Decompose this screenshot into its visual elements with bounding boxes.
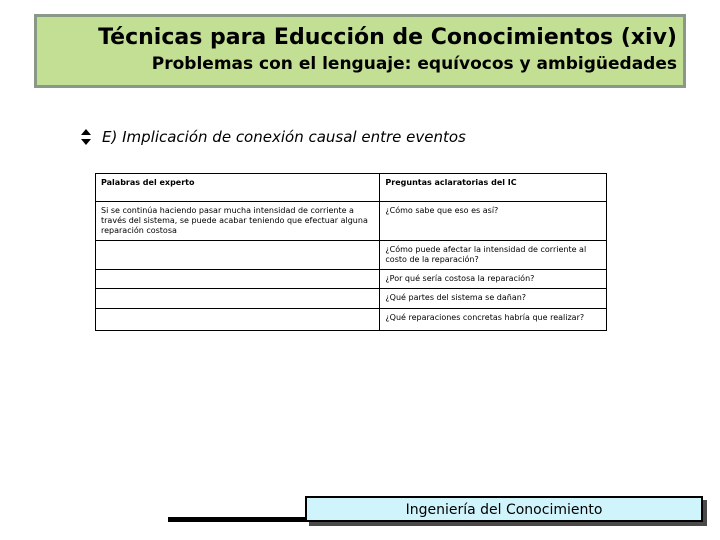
slide-subtitle: Problemas con el lenguaje: equívocos y ambigüedades xyxy=(151,54,677,74)
table-row xyxy=(96,270,607,289)
table-cell xyxy=(96,289,380,309)
table-cell xyxy=(96,309,380,331)
header-expert-words: Palabras del experto xyxy=(96,174,380,202)
table-cell: ¿Cómo sabe que eso es así? xyxy=(380,202,607,241)
bullet-text: E) Implicación de conexión causal entre eventos xyxy=(102,128,466,146)
table-cell: Si se continúa haciendo pasar mucha intensidad de corriente a través del sistema, se puede acabar teniendo que efectuar alguna reparación costosa xyxy=(96,202,380,241)
up-down-arrow-icon xyxy=(80,129,92,145)
table-row xyxy=(96,202,607,241)
table-cell: ¿Qué partes del sistema se dañan? xyxy=(380,289,607,309)
table-cell: ¿Por qué sería costosa la reparación? xyxy=(380,270,607,289)
table-cell xyxy=(96,270,380,289)
footer-rule xyxy=(168,517,306,522)
footer-text: Ingeniería del Conocimiento xyxy=(405,502,603,518)
table-cell xyxy=(96,241,380,270)
table-header-row xyxy=(96,174,607,202)
table-row xyxy=(96,241,607,270)
bullet-item xyxy=(80,128,466,146)
table-row xyxy=(96,309,607,331)
header-clarifying-questions: Preguntas aclaratorias del IC xyxy=(380,174,607,202)
slide-title: Técnicas para Educción de Conocimientos (xiv) xyxy=(98,25,677,50)
table-row xyxy=(96,289,607,309)
footer-box xyxy=(305,496,703,522)
clarification-table xyxy=(95,173,607,331)
table-cell: ¿Qué reparaciones concretas habría que realizar? xyxy=(380,309,607,331)
table-cell: ¿Cómo puede afectar la intensidad de corriente al costo de la reparación? xyxy=(380,241,607,270)
title-banner xyxy=(34,14,686,88)
